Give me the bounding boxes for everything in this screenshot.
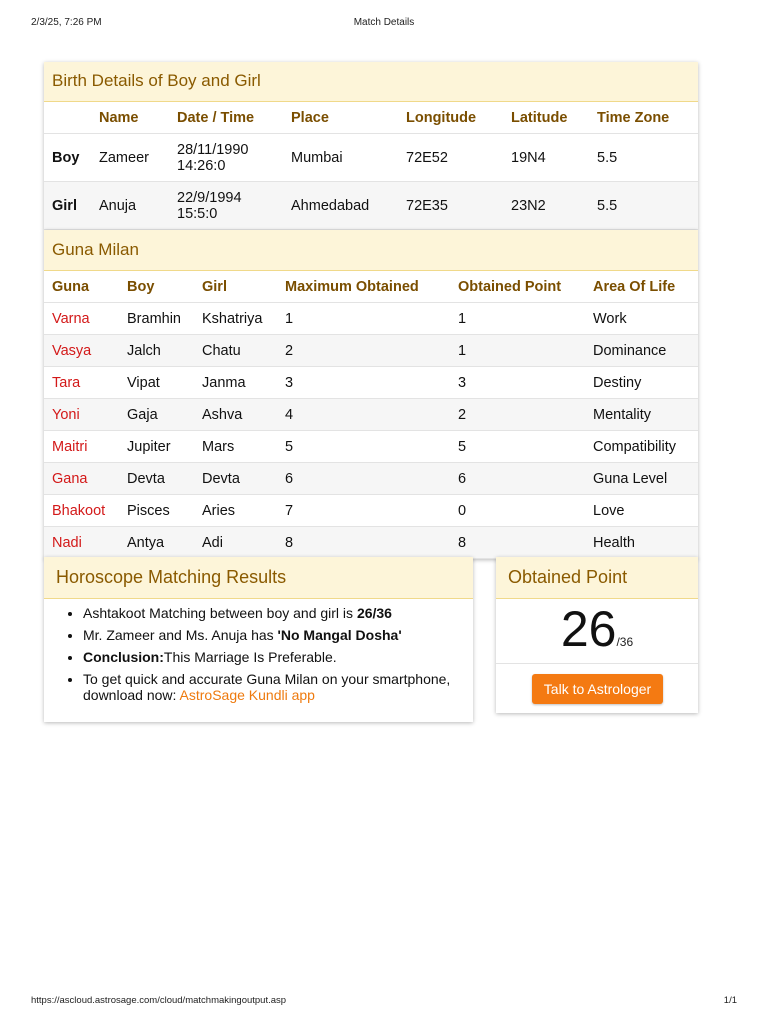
print-title: Match Details [353,17,415,28]
list-item [83,671,463,703]
page-url: https://ascloud.astrosage.com/cloud/matchmakingoutput.asp [31,995,287,1006]
score-value: 26 [560,601,617,657]
area-of-life: Destiny [585,367,698,399]
table-row [44,367,698,399]
column-header-boy: Boy [119,271,194,303]
obtained-value: 5 [450,431,585,463]
matching-results-card [44,557,473,722]
list-item [83,627,463,643]
birth-time: 15:5:0 [177,205,218,222]
boy-value: Pisces [119,495,194,527]
maximum-value: 1 [277,303,450,335]
longitude: 72E35 [398,182,503,230]
area-of-life: Dominance [585,335,698,367]
birth-time: 14:26:0 [177,157,226,174]
table-row [44,335,698,367]
person-name: Zameer [91,134,169,182]
birth-date-time [169,182,283,230]
area-of-life: Guna Level [585,463,698,495]
birth-details-header-row [44,102,698,134]
area-of-life: Work [585,303,698,335]
girl-value: Ashva [194,399,277,431]
score-display [496,599,698,664]
table-row [44,182,698,230]
guna-name: Tara [44,367,119,399]
obtained-point-title: Obtained Point [496,557,698,599]
column-header-maximum-obtained: Maximum Obtained [277,271,450,303]
maximum-value: 3 [277,367,450,399]
column-header-latitude: Latitude [503,102,589,134]
column-header [44,102,91,134]
guna-name: Nadi [44,527,119,559]
table-row [44,463,698,495]
column-header-place: Place [283,102,398,134]
column-header-longitude: Longitude [398,102,503,134]
area-of-life: Love [585,495,698,527]
birth-date-time [169,134,283,182]
obtained-value: 1 [450,303,585,335]
maximum-value: 6 [277,463,450,495]
table-row [44,431,698,463]
conclusion-label: Conclusion: [83,649,164,665]
boy-value: Vipat [119,367,194,399]
guna-milan-table [44,271,698,559]
guna-name: Gana [44,463,119,495]
obtained-value: 2 [450,399,585,431]
list-item [83,605,463,621]
table-row [44,495,698,527]
guna-name: Vasya [44,335,119,367]
girl-value: Aries [194,495,277,527]
guna-milan-header-row [44,271,698,303]
table-row [44,134,698,182]
obtained-value: 6 [450,463,585,495]
obtained-value: 0 [450,495,585,527]
birth-date: 28/11/1990 [177,141,249,158]
obtained-value: 8 [450,527,585,559]
ashtakoot-score: 26/36 [356,605,392,621]
area-of-life: Compatibility [585,431,698,463]
guna-name: Varna [44,303,119,335]
guna-name: Yoni [44,399,119,431]
matching-results-title: Horoscope Matching Results [44,557,473,599]
girl-value: Janma [194,367,277,399]
conclusion-text: This Marriage Is Preferable. [163,649,337,665]
boy-value: Bramhin [119,303,194,335]
print-header [31,17,737,31]
girl-value: Kshatriya [194,303,277,335]
time-zone: 5.5 [589,134,698,182]
table-row [44,399,698,431]
girl-value: Devta [194,463,277,495]
obtained-value: 1 [450,335,585,367]
birth-date: 22/9/1994 [177,189,242,206]
boy-value: Devta [119,463,194,495]
birth-details-title: Birth Details of Boy and Girl [44,62,698,102]
time-zone: 5.5 [589,182,698,230]
area-of-life: Health [585,527,698,559]
maximum-value: 7 [277,495,450,527]
birth-place: Mumbai [283,134,398,182]
area-of-life: Mentality [585,399,698,431]
latitude: 23N2 [503,182,589,230]
guna-name: Bhakoot [44,495,119,527]
birth-details-card [44,62,698,230]
column-header-time-zone: Time Zone [589,102,698,134]
ashtakoot-text: Ashtakoot Matching between boy and girl is [83,605,357,621]
birth-place: Ahmedabad [283,182,398,230]
guna-milan-title: Guna Milan [44,230,698,271]
mangal-dosha-status: 'No Mangal Dosha' [277,627,402,643]
boy-value: Antya [119,527,194,559]
results-list [44,605,473,703]
column-header-obtained-point: Obtained Point [450,271,585,303]
maximum-value: 4 [277,399,450,431]
mangal-dosha-text: Mr. Zameer and Ms. Anuja has [83,627,278,643]
obtained-value: 3 [450,367,585,399]
column-header-girl: Girl [194,271,277,303]
maximum-value: 5 [277,431,450,463]
talk-to-astrologer-button[interactable]: Talk to Astrologer [532,674,663,704]
birth-details-table [44,102,698,230]
boy-value: Jalch [119,335,194,367]
column-header-area-of-life: Area Of Life [585,271,698,303]
maximum-value: 8 [277,527,450,559]
score-total: /36 [616,635,634,649]
obtained-point-card [496,557,698,713]
print-datetime: 2/3/25, 7:26 PM [31,17,102,28]
column-header-name: Name [91,102,169,134]
guna-milan-card [44,230,698,559]
maximum-value: 2 [277,335,450,367]
person-name: Anuja [91,182,169,230]
page-number: 1/1 [723,995,737,1006]
guna-name: Maitri [44,431,119,463]
table-row [44,303,698,335]
girl-value: Adi [194,527,277,559]
latitude: 19N4 [503,134,589,182]
boy-value: Gaja [119,399,194,431]
column-header-guna: Guna [44,271,119,303]
table-row [44,527,698,559]
girl-value: Mars [194,431,277,463]
kundli-app-link[interactable]: AstroSage Kundli app [179,687,315,703]
column-header-date-time: Date / Time [169,102,283,134]
person-label: Boy [44,134,91,182]
girl-value: Chatu [194,335,277,367]
app-promo-text: To get quick and accurate Guna Milan on your smartphone, download now: [83,671,451,703]
longitude: 72E52 [398,134,503,182]
person-label: Girl [44,182,91,230]
boy-value: Jupiter [119,431,194,463]
print-footer [31,995,737,1009]
list-item [83,649,463,665]
